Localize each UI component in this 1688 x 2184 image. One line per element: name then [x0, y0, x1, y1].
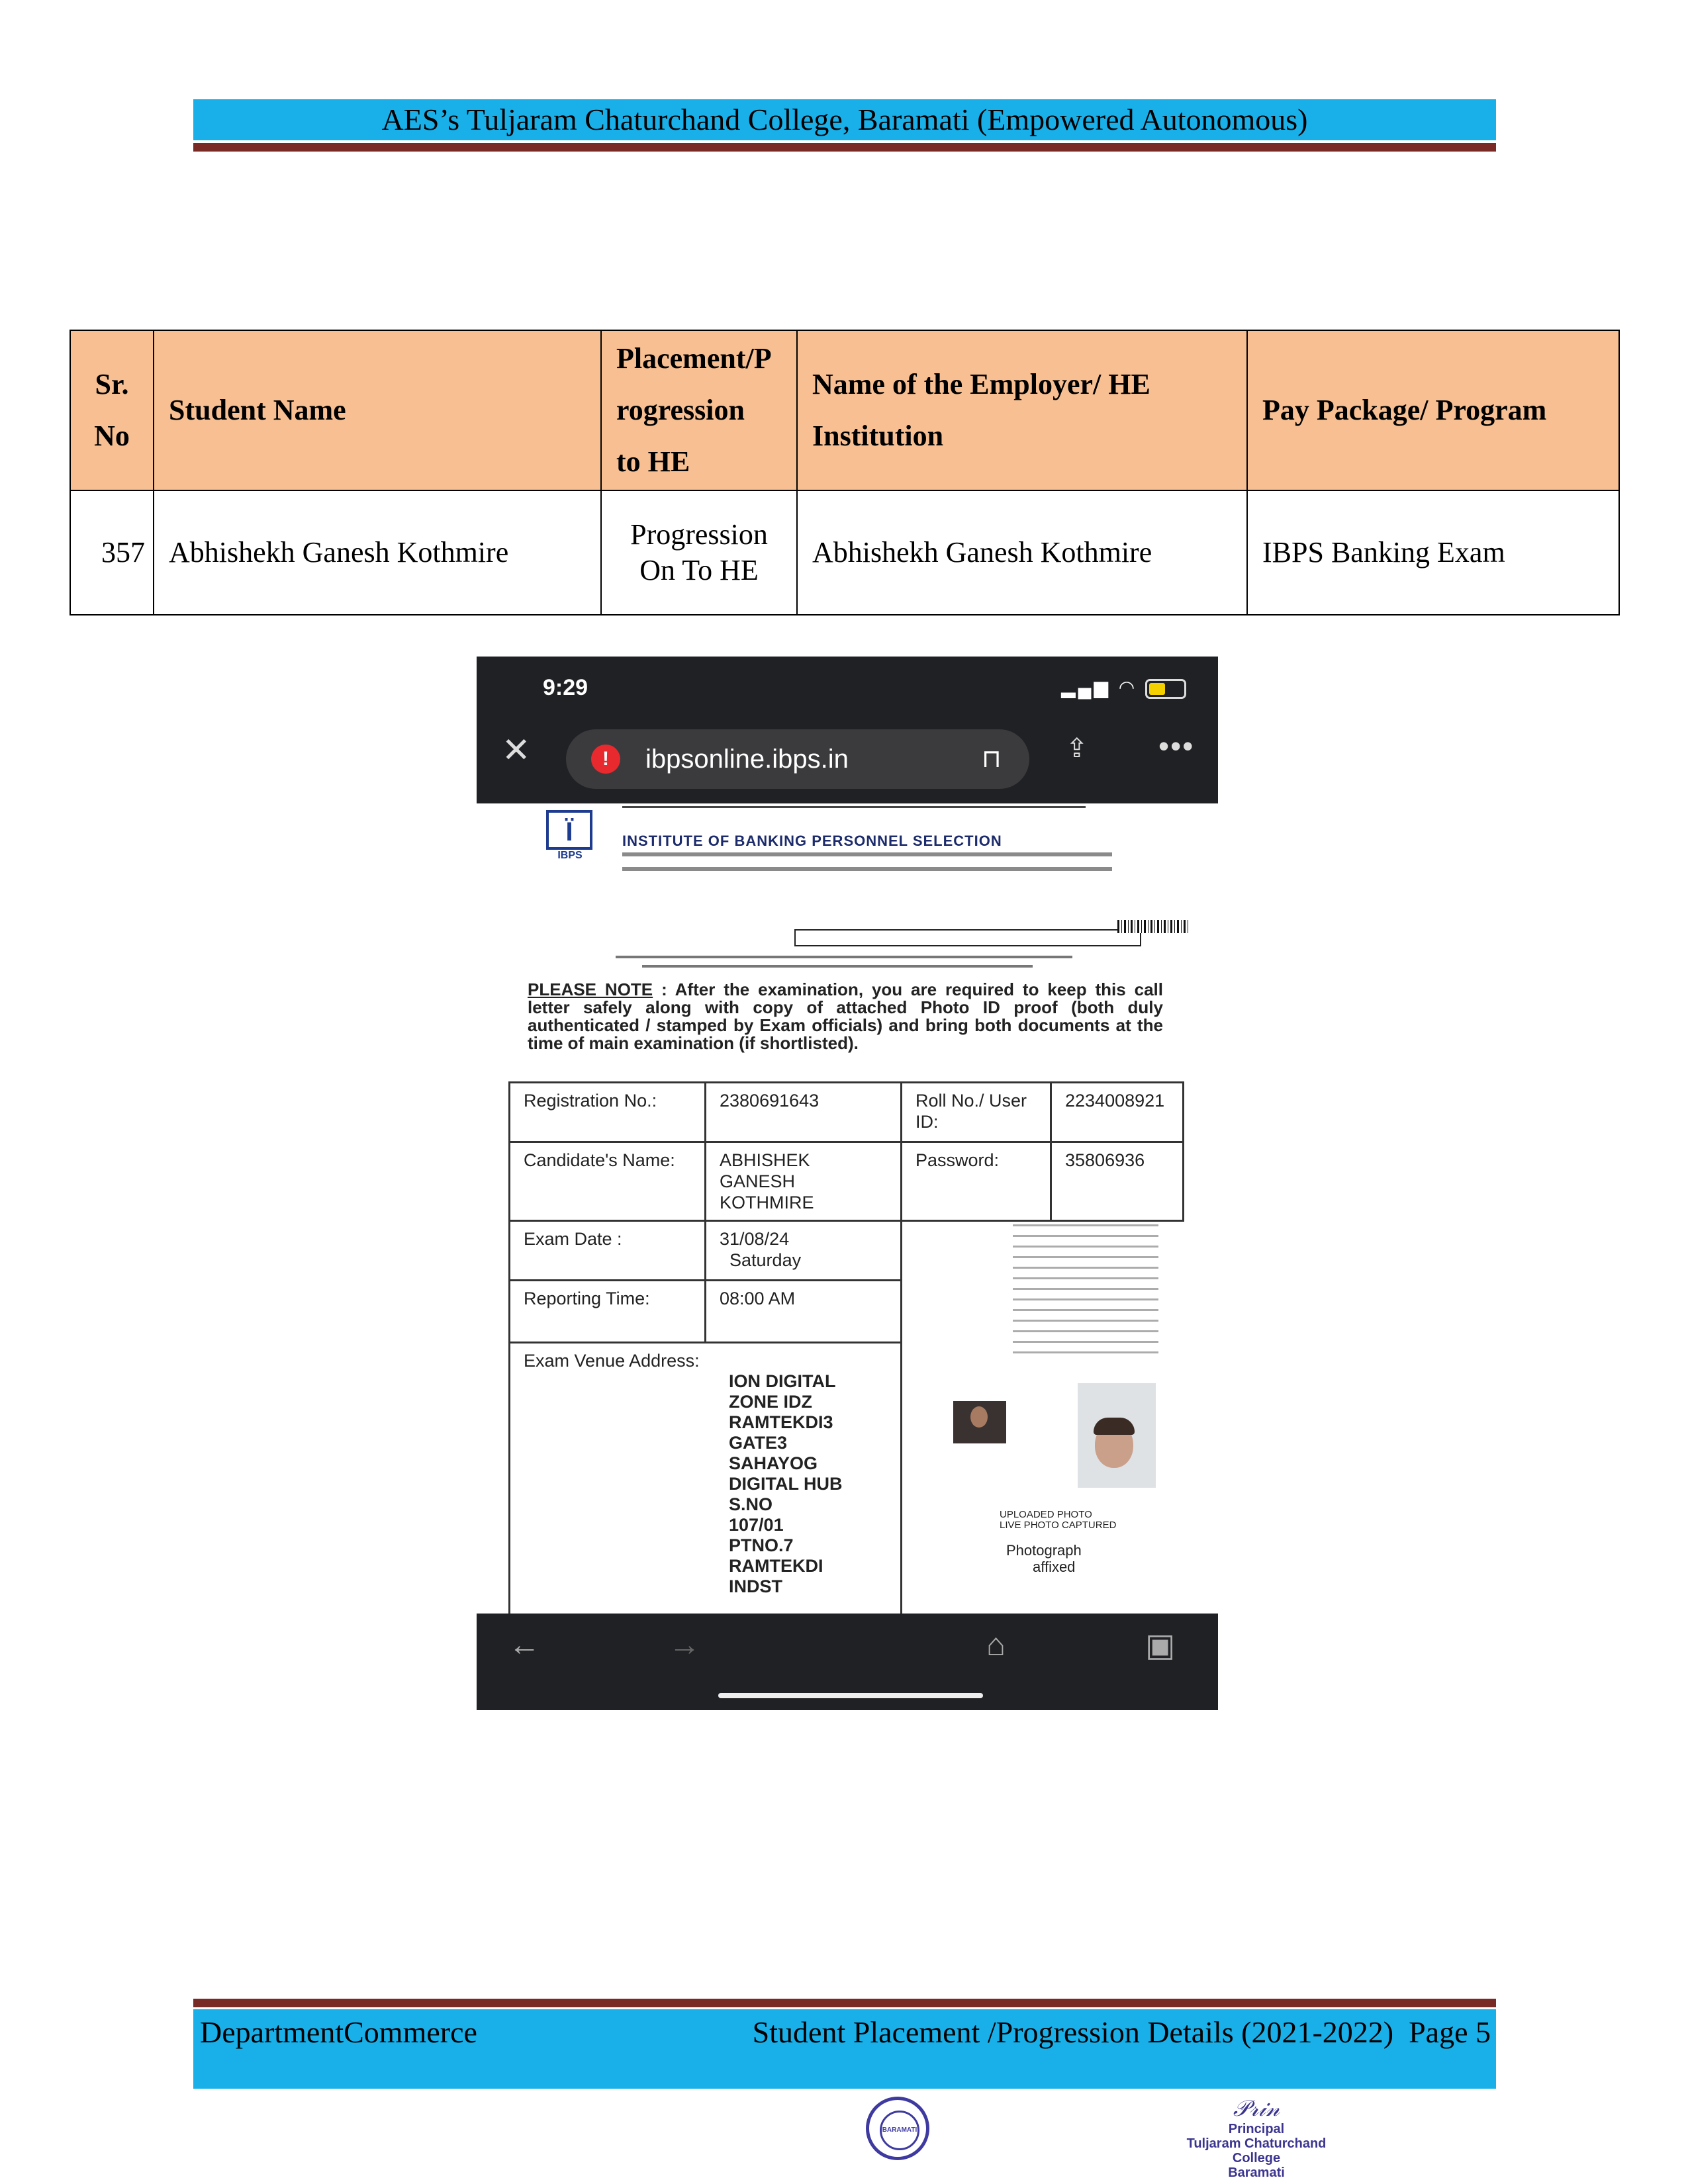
- page-footer: [193, 2009, 1496, 2089]
- close-icon[interactable]: ✕: [502, 731, 531, 770]
- placement-table: [70, 330, 1620, 615]
- ibps-logo: [546, 810, 594, 870]
- more-icon[interactable]: •••: [1158, 729, 1195, 763]
- candidate-label: Candidate's Name:: [510, 1142, 706, 1221]
- url-text: ibpsonline.ibps.in: [645, 745, 849, 774]
- table-row: [70, 490, 1619, 615]
- roll-value: 2234008921: [1051, 1083, 1184, 1142]
- principal-signature: [1170, 2095, 1342, 2180]
- signature-title: Principal: [1228, 2122, 1285, 2136]
- phone-screenshot: [477, 657, 1218, 1710]
- registration-value: 2380691643: [706, 1083, 902, 1142]
- college-header: AES’s Tuljaram Chaturchand College, Baramati (Empowered Autonomous): [193, 99, 1496, 140]
- uploaded-photo: [953, 1401, 1006, 1443]
- cell-employer: Abhishekh Ganesh Kothmire: [797, 490, 1247, 615]
- signature-place: Baramati: [1228, 2165, 1285, 2180]
- header-placement: Placement/P rogression to HE: [601, 330, 797, 490]
- home-indicator[interactable]: [718, 1693, 983, 1698]
- institute-name: INSTITUTE OF BANKING PERSONNEL SELECTION: [622, 833, 1002, 849]
- live-photo-caption: LIVE PHOTO CAPTURED: [1000, 1520, 1117, 1531]
- password-label: Password:: [902, 1142, 1051, 1221]
- status-icons: [1061, 676, 1186, 699]
- status-time: 9:29: [543, 675, 588, 700]
- cell-student-name: Abhishekh Ganesh Kothmire: [154, 490, 601, 615]
- warning-icon: !: [591, 745, 620, 774]
- cell-pay-package: IBPS Banking Exam: [1247, 490, 1619, 615]
- seal-center: BARAMATI: [880, 2111, 919, 2150]
- reporting-value: 08:00 AM: [706, 1281, 902, 1343]
- cell-placement: Progression On To HE: [601, 490, 797, 615]
- barcode: [1117, 920, 1190, 933]
- ibps-logo-label: IBPS: [557, 850, 583, 861]
- exam-date-label: Exam Date :: [510, 1221, 706, 1281]
- signature-mark: 𝒫𝓇𝒾𝓃: [1233, 2095, 1280, 2122]
- footer-details: Student Placement /Progression Details (2021-2022) Page 5: [752, 2015, 1491, 2049]
- battery-icon: [1145, 679, 1186, 699]
- uploaded-photo-caption: UPLOADED PHOTO: [1000, 1509, 1092, 1520]
- header-employer: Name of the Employer/ HE Institution: [797, 330, 1247, 490]
- table-header-row: [70, 330, 1619, 490]
- affixed-caption: affixed: [1033, 1559, 1076, 1575]
- back-arrow-icon[interactable]: ←: [508, 1627, 540, 1662]
- footer-rule: [193, 1999, 1496, 2007]
- candidate-value: ABHISHEK GANESH KOTHMIRE: [706, 1142, 902, 1221]
- header-pay-package: Pay Package/ Program: [1247, 330, 1619, 490]
- footer-department: DepartmentCommerce: [200, 2015, 477, 2049]
- photograph-caption: Photograph: [1006, 1542, 1082, 1559]
- browser-bottom-bar: [477, 1614, 1218, 1710]
- letter-id-box: [794, 929, 1141, 946]
- hindi-title-line: [622, 806, 1086, 819]
- cell-sr-no: 357: [70, 490, 154, 615]
- header-student-name: Student Name: [154, 330, 601, 490]
- address-line: [622, 852, 1112, 856]
- forward-arrow-icon[interactable]: →: [669, 1627, 700, 1662]
- note-text: : After the examination, you are required to keep this call letter safely along with copy of attached Photo ID proof (both duly authenticated / stamped by Exam officials) and bring both documents at the time of main examination (if shortlisted).: [528, 979, 1163, 1053]
- venue-cell: [510, 1343, 902, 1614]
- college-seal: [866, 2097, 929, 2160]
- password-value: 35806936: [1051, 1142, 1184, 1221]
- live-photo: [1078, 1383, 1156, 1488]
- address-bar[interactable]: [566, 729, 1029, 789]
- bookmark-icon[interactable]: ⊓: [982, 745, 1002, 773]
- browser-top-bar: [477, 657, 1218, 803]
- signal-icon: ▂▄▆: [1061, 677, 1111, 698]
- venue-label: Exam Venue Address:: [524, 1351, 700, 1371]
- call-letter: [477, 803, 1218, 1611]
- home-icon[interactable]: ⌂: [986, 1627, 1006, 1662]
- wifi-icon: ◠: [1118, 677, 1138, 698]
- photo-panel: [953, 1165, 1218, 1602]
- signature-college: Tuljaram Chaturchand College: [1186, 2136, 1327, 2165]
- ibps-logo-mark: Ϊ: [546, 810, 592, 850]
- registration-label: Registration No.:: [510, 1083, 706, 1142]
- note-heading: PLEASE NOTE: [528, 979, 653, 999]
- tabs-icon[interactable]: ▣: [1145, 1628, 1176, 1663]
- roll-label: Roll No./ User ID:: [902, 1083, 1051, 1142]
- share-icon[interactable]: ⇪: [1066, 734, 1088, 763]
- exam-date-value: 31/08/24 Saturday: [706, 1221, 902, 1281]
- please-note: [528, 981, 1163, 1052]
- address-line: [622, 867, 1112, 871]
- reporting-label: Reporting Time:: [510, 1281, 706, 1343]
- footer-page-number: Page 5: [1409, 2015, 1491, 2049]
- letter-caption-line: [616, 956, 1072, 958]
- letter-caption-line: [642, 965, 1033, 968]
- photo-instructions: [1013, 1224, 1158, 1357]
- header-rule: [193, 143, 1496, 152]
- header-sr-no: Sr. No: [70, 330, 154, 490]
- venue-address: ION DIGITAL ZONE IDZ RAMTEKDI3 GATE3 SAHAYOG DIGITAL HUB S.NO 107/01 PTNO.7 RAMTEKDI INDST: [729, 1371, 843, 1596]
